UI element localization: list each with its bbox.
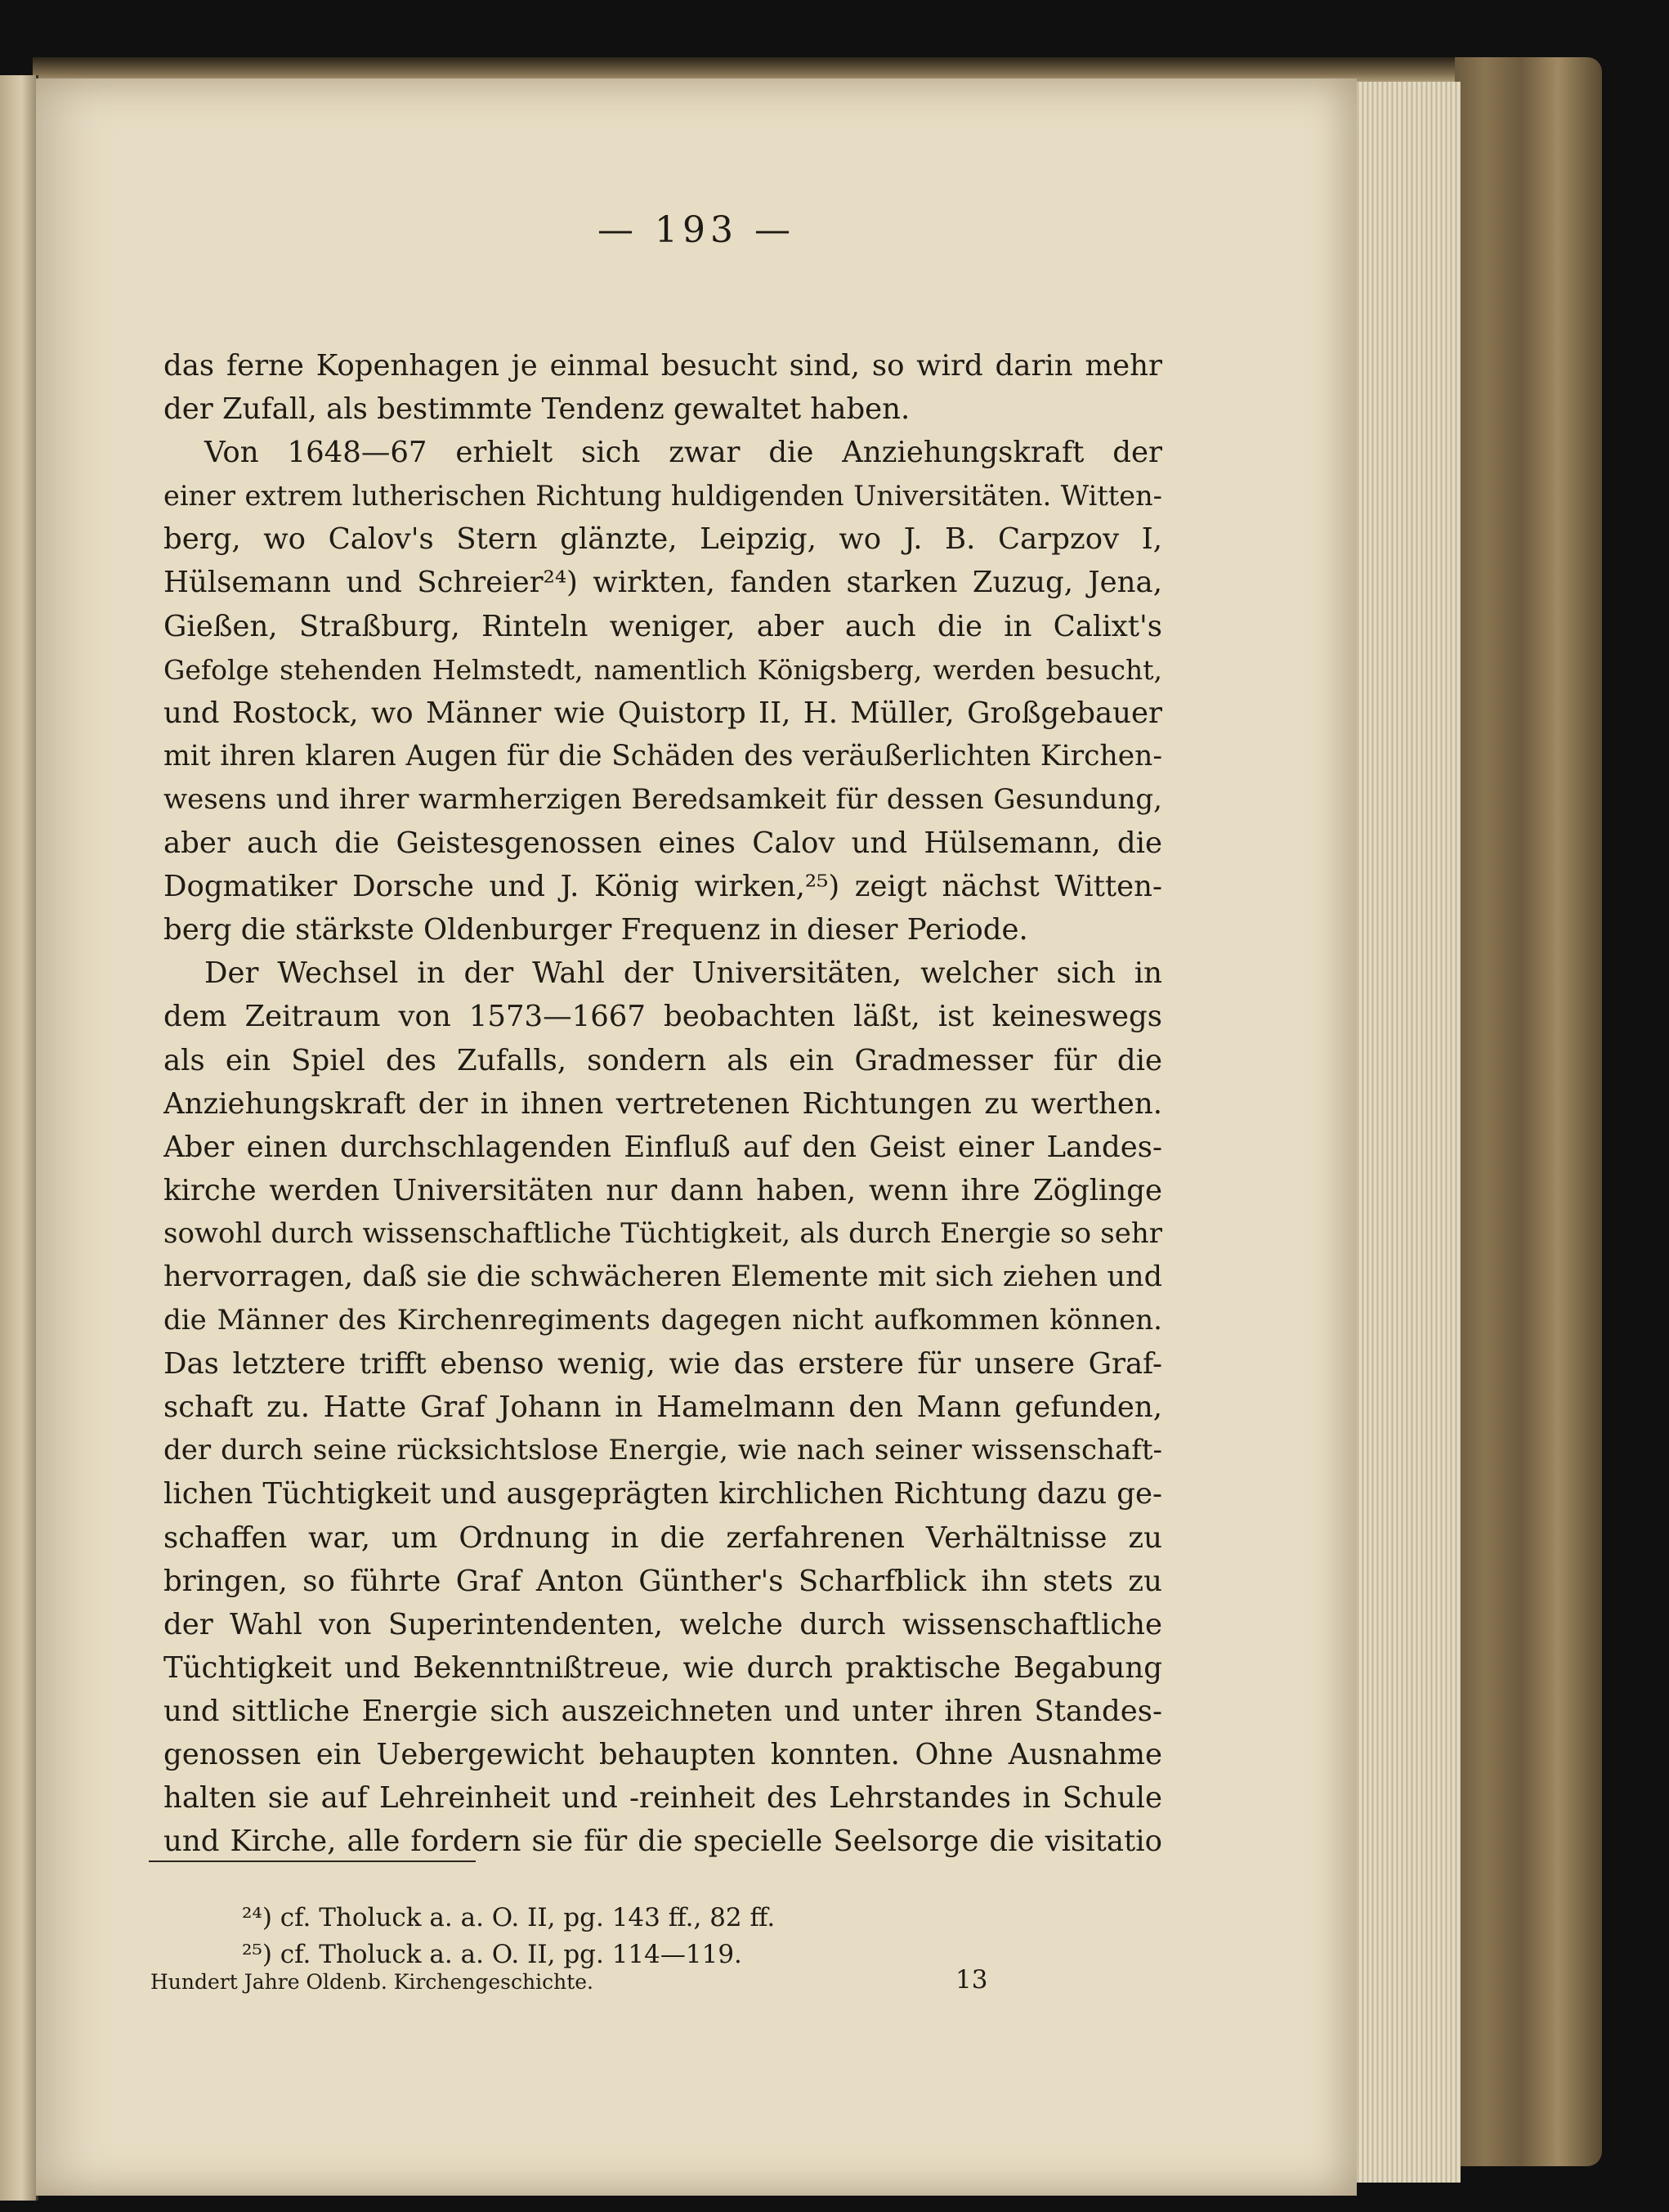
text-line: dem Zeitraum von 1573—1667 beobachten läßt, ist keineswegs <box>163 1000 1162 1034</box>
text-line: schaffen war, um Ordnung in die zerfahrenen Verhältnisse zu <box>163 1520 1162 1555</box>
footnote-rule <box>149 1860 476 1862</box>
text-line: berg die stärkste Oldenburger Frequenz in dieser Periode. <box>163 913 1028 947</box>
text-line: Anziehungskraft der in ihnen vertretenen Richtungen zu werthen. <box>163 1086 1162 1121</box>
footnotes <box>242 1900 1100 1973</box>
text-line: halten sie auf Lehreinheit und -reinheit des Lehrstandes in Schule <box>163 1781 1162 1816</box>
text-line: und Kirche, alle fordern sie für die specielle Seelsorge die visitatio <box>163 1825 1162 1859</box>
text-line: Hülsemann und Schreier²⁴) wirkten, fanden starken Zuzug, Jena, <box>163 566 1162 600</box>
text-line: Der Wechsel in der Wahl der Universitäten, welcher sich in <box>204 956 1162 991</box>
text-line: und sittliche Energie sich auszeichneten und unter ihren Standes- <box>163 1694 1162 1728</box>
text-line: mit ihren klaren Augen für die Schäden des veräußerlichten Kirchen- <box>163 739 1162 772</box>
text-line: aber auch die Geistesgenossen eines Calov und Hülsemann, die <box>163 826 1162 861</box>
page-number-header: — 193 — <box>597 209 795 251</box>
facing-page-edge <box>0 75 38 2201</box>
text-line: genossen ein Uebergewicht behaupten konnten. Ohne Ausnahme <box>163 1738 1162 1771</box>
text-line: wesens und ihrer warmherzigen Beredsamkeit für dessen Gesundung, <box>163 782 1162 816</box>
text-line: berg, wo Calov's Stern glänzte, Leipzig, wo J. B. Carpzov I, <box>163 522 1162 557</box>
text-line: einer extrem lutherischen Richtung huldigenden Universitäten. Witten- <box>163 480 1162 513</box>
signature-mark: 13 <box>955 1965 988 1995</box>
footnote: ²⁴) cf. Tholuck a. a. O. II, pg. 143 ff., 82 ff. <box>242 1903 776 1932</box>
text-line: der Wahl von Superintendenten, welche durch wissenschaftliche <box>163 1607 1162 1641</box>
signature-line-title: Hundert Jahre Oldenb. Kirchengeschichte. <box>150 1970 593 1994</box>
text-line: Das letztere trifft ebenso wenig, wie das erstere für unsere Graf- <box>163 1347 1162 1381</box>
text-line: und Rostock, wo Männer wie Quistorp II, H. Müller, Großgebauer <box>163 696 1162 730</box>
text-line: schaft zu. Hatte Graf Johann in Hamelmann den Mann gefunden, <box>163 1390 1162 1425</box>
text-line: Von 1648—67 erhielt sich zwar die Anziehungskraft der <box>204 436 1162 470</box>
text-line: Aber einen durchschlagenden Einfluß auf den Geist einer Landes- <box>163 1130 1162 1164</box>
text-line: Tüchtigkeit und Bekenntnißtreue, wie durch praktische Begabung <box>163 1650 1162 1685</box>
book-cover-edge <box>1455 57 1602 2166</box>
text-line: kirche werden Universitäten nur dann haben, wenn ihre Zöglinge <box>163 1173 1162 1207</box>
page-stack-edge <box>1353 82 1461 2183</box>
text-line: der durch seine rücksichtslose Energie, wie nach seiner wissenschaft- <box>163 1434 1162 1467</box>
text-line: lichen Tüchtigkeit und ausgeprägten kirchlichen Richtung dazu ge- <box>163 1477 1162 1511</box>
text-line: Gießen, Straßburg, Rinteln weniger, aber auch die in Calixt's <box>163 609 1162 643</box>
footnote: ²⁵) cf. Tholuck a. a. O. II, pg. 114—119. <box>242 1940 742 1969</box>
text-line: bringen, so führte Graf Anton Günther's Scharfblick ihn stets zu <box>163 1564 1162 1598</box>
text-line: hervorragen, daß sie die schwächeren Elemente mit sich ziehen und <box>163 1260 1162 1293</box>
body-text <box>163 344 1162 1863</box>
text-line: als ein Spiel des Zufalls, sondern als ein Gradmesser für die <box>163 1043 1162 1077</box>
text-line: die Männer des Kirchenregiments dagegen nicht aufkommen können. <box>163 1304 1162 1337</box>
text-line: Dogmatiker Dorsche und J. König wirken,²⁵) zeigt nächst Witten- <box>163 870 1162 904</box>
text-line: das ferne Kopenhagen je einmal besucht sind, so wird darin mehr <box>163 349 1162 383</box>
book-page <box>36 78 1357 2196</box>
text-line: sowohl durch wissenschaftliche Tüchtigkeit, als durch Energie so sehr <box>163 1216 1162 1250</box>
text-line: der Zufall, als bestimmte Tendenz gewaltet haben. <box>163 392 911 427</box>
text-line: Gefolge stehenden Helmstedt, namentlich Königsberg, werden besucht, <box>163 653 1162 686</box>
